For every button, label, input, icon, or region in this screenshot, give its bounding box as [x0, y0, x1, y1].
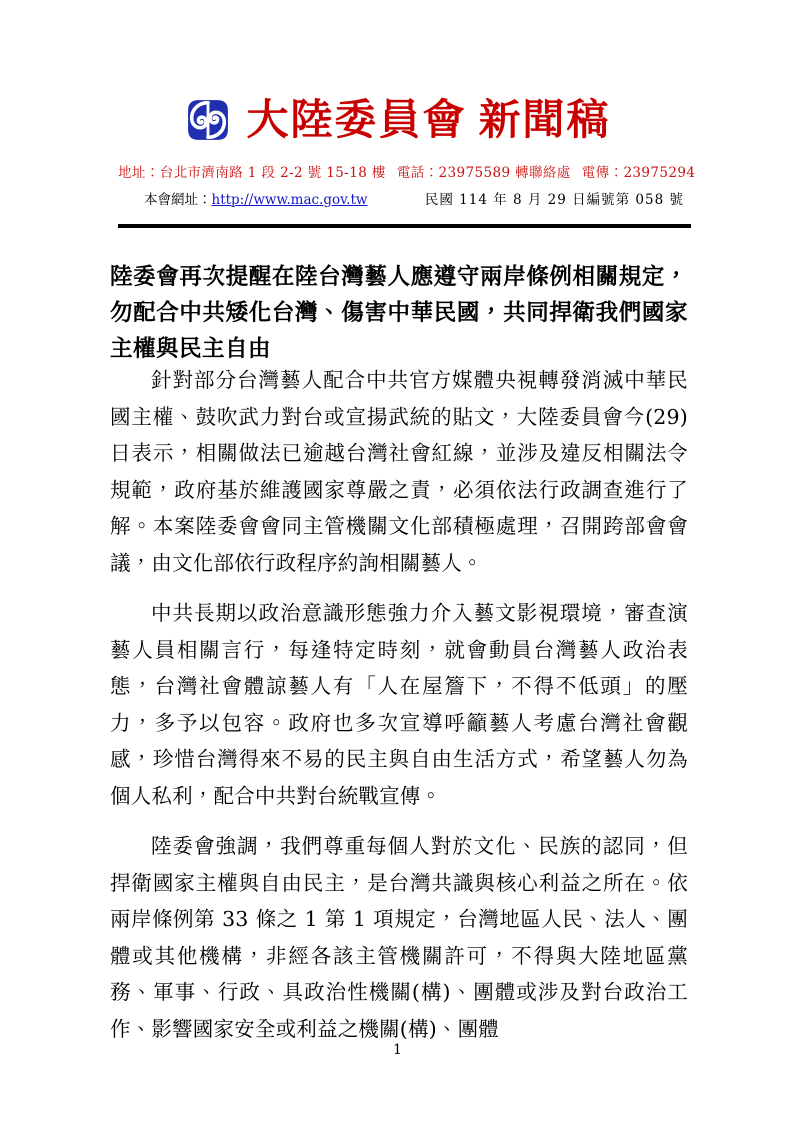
address-text: 地址： — [118, 165, 160, 181]
masthead — [0, 96, 795, 144]
phone-label: 電話： — [396, 165, 439, 181]
contact-website-line — [118, 190, 690, 210]
agency-name: 大陸委員會 — [246, 94, 467, 144]
issue-number-line: 民國 114 年 8 月 29 日編號第 058 號 — [424, 192, 684, 208]
website-group — [144, 190, 367, 210]
page-title: 陸委會再次提醒在陸台灣藝人應遵守兩岸條例相關規定，勿配合中共矮化台灣、傷害中華民國，共同捍衛我們國家主權與民主自由 — [110, 264, 688, 363]
body-paragraph: 陸委會強調，我們尊重每個人對於文化、民族的認同，但捍衛國家主權與自由民主，是台灣共識與核心利益之所在。依兩岸條例第 33 條之 1 第 1 項規定，台灣地區人民、法人、團體或其他機構，非經各該主管機關許可，不得與大陸地區黨務、軍事、行政、具政治性機關(構)、團體或涉及對台政治工作、影響國家安全或利益之機關(構)、團體 — [110, 834, 688, 1041]
masthead-title — [246, 94, 611, 144]
fax-value: 23975294 — [623, 165, 696, 181]
contact-block — [118, 163, 696, 210]
address-value: 台北市濟南路 1 段 2-2 號 15-18 樓 — [159, 165, 386, 181]
body-content — [110, 362, 688, 1061]
mac-spiral-emblem-icon — [184, 96, 232, 144]
body-paragraph: 中共長期以政治意識形態強力介入藝文影視環境，審查演藝人員相關言行，每逢特定時刻，就會動員台灣藝人政治表態，台灣社會體諒藝人有「人在屋簷下，不得不低頭」的壓力，多予以包容。政府也多次宣導呼籲藝人考慮台灣社會觀感，珍惜台灣得來不易的民主與自由生活方式，希望藝人勿為個人私利，配合中共對台統戰宣傳。 — [110, 601, 688, 808]
body-paragraph: 針對部分台灣藝人配合中共官方媒體央視轉發消滅中華民國主權、鼓吹武力對台或宣揚武統的貼文，大陸委員會今(29)日表示，相關做法已逾越台灣社會紅線，並涉及違反相關法令規範，政府基於維護國家尊嚴之責，必須依法行政調查進行了解。本案陸委會會同主管機關文化部積極處理，召開跨部會會議，由文化部依行政程序約詢相關藝人。 — [110, 368, 688, 575]
page-number: 1 — [393, 1042, 402, 1058]
phone-value: 23975589 轉聯絡處 — [438, 165, 571, 181]
document-type: 新聞稿 — [478, 94, 611, 144]
website-label: 本會網址： — [144, 192, 212, 208]
fax-label: 電傳： — [581, 165, 624, 181]
contact-address-line — [118, 163, 696, 183]
header-divider-rule — [118, 224, 691, 228]
mac-website-link[interactable]: http://www.mac.gov.tw — [211, 192, 368, 208]
